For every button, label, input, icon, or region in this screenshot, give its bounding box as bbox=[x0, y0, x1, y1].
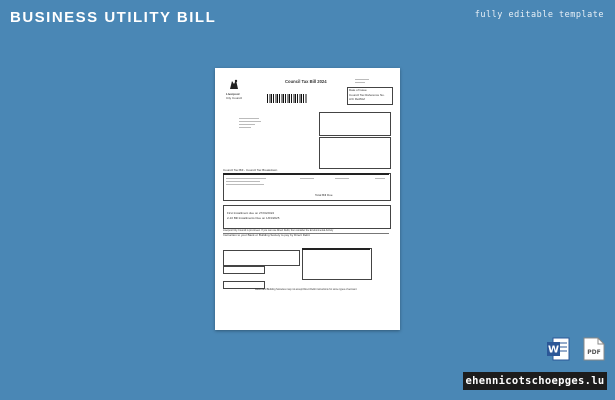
filler-line bbox=[355, 82, 365, 83]
mandate-header-bar bbox=[302, 248, 370, 250]
filler-line bbox=[335, 178, 349, 179]
table-header-bar bbox=[223, 173, 389, 175]
filler-line bbox=[239, 118, 259, 119]
filler-line bbox=[355, 79, 369, 80]
table-title: Council Tax Bill - Council Tax Breakdown bbox=[223, 168, 278, 172]
pdf-icon-label: PDF bbox=[587, 349, 601, 356]
barcode-graphic bbox=[267, 94, 307, 103]
remaining-installments: 2-10 Bill Installments Due on 1/03/2025 bbox=[227, 216, 280, 220]
notice-text: Liverpool City Council is pro-Green. If you can use Direct Debit, then consider the Environmental Activity bbox=[223, 229, 334, 232]
bill-document-preview bbox=[215, 68, 400, 330]
installments-label: First Installment due on 27/04/2024 bbox=[227, 211, 275, 215]
site-footer-banner: ehennicotschoepges.lu bbox=[463, 372, 607, 390]
word-document-icon[interactable] bbox=[547, 337, 571, 361]
filler-line bbox=[375, 178, 385, 179]
org-subtitle: City Council bbox=[226, 95, 243, 100]
filler-line bbox=[239, 121, 261, 122]
reference-box bbox=[347, 87, 393, 105]
valuation-box bbox=[319, 137, 391, 169]
word-icon-letter: W bbox=[547, 344, 560, 356]
filler-line bbox=[300, 178, 314, 179]
total-label: Total Bill Due bbox=[315, 193, 333, 197]
pdf-document-icon[interactable] bbox=[583, 337, 605, 361]
council-crest-icon bbox=[227, 78, 241, 92]
filler-line bbox=[226, 184, 264, 185]
ref-label: Council Tax Reference No. bbox=[349, 92, 385, 97]
page-headline: BUSINESS UTILITY BILL bbox=[10, 9, 217, 26]
acc-label: A/C Ref/Ref bbox=[349, 97, 366, 101]
sort-code-box bbox=[223, 266, 265, 274]
footer-note: Banks and Building Societies may not accept Direct Debit instructions for some types of account bbox=[255, 288, 357, 291]
installments-box bbox=[223, 205, 391, 229]
mandate-box bbox=[302, 248, 372, 280]
filler-line bbox=[239, 124, 255, 125]
filler-line bbox=[226, 181, 260, 182]
page-tagline: fully editable template bbox=[474, 10, 604, 20]
date-label: Date of Issue bbox=[349, 88, 367, 92]
debit-title: Instruction to your Bank or Building Society to pay by Direct Debit bbox=[223, 233, 310, 237]
filler-line bbox=[226, 178, 266, 179]
property-box bbox=[319, 112, 391, 136]
org-name: Liverpool bbox=[226, 92, 240, 96]
doc-title: Council Tax Bill 2024 bbox=[285, 79, 327, 84]
bank-details-box bbox=[223, 250, 300, 266]
filler-line bbox=[239, 127, 251, 128]
